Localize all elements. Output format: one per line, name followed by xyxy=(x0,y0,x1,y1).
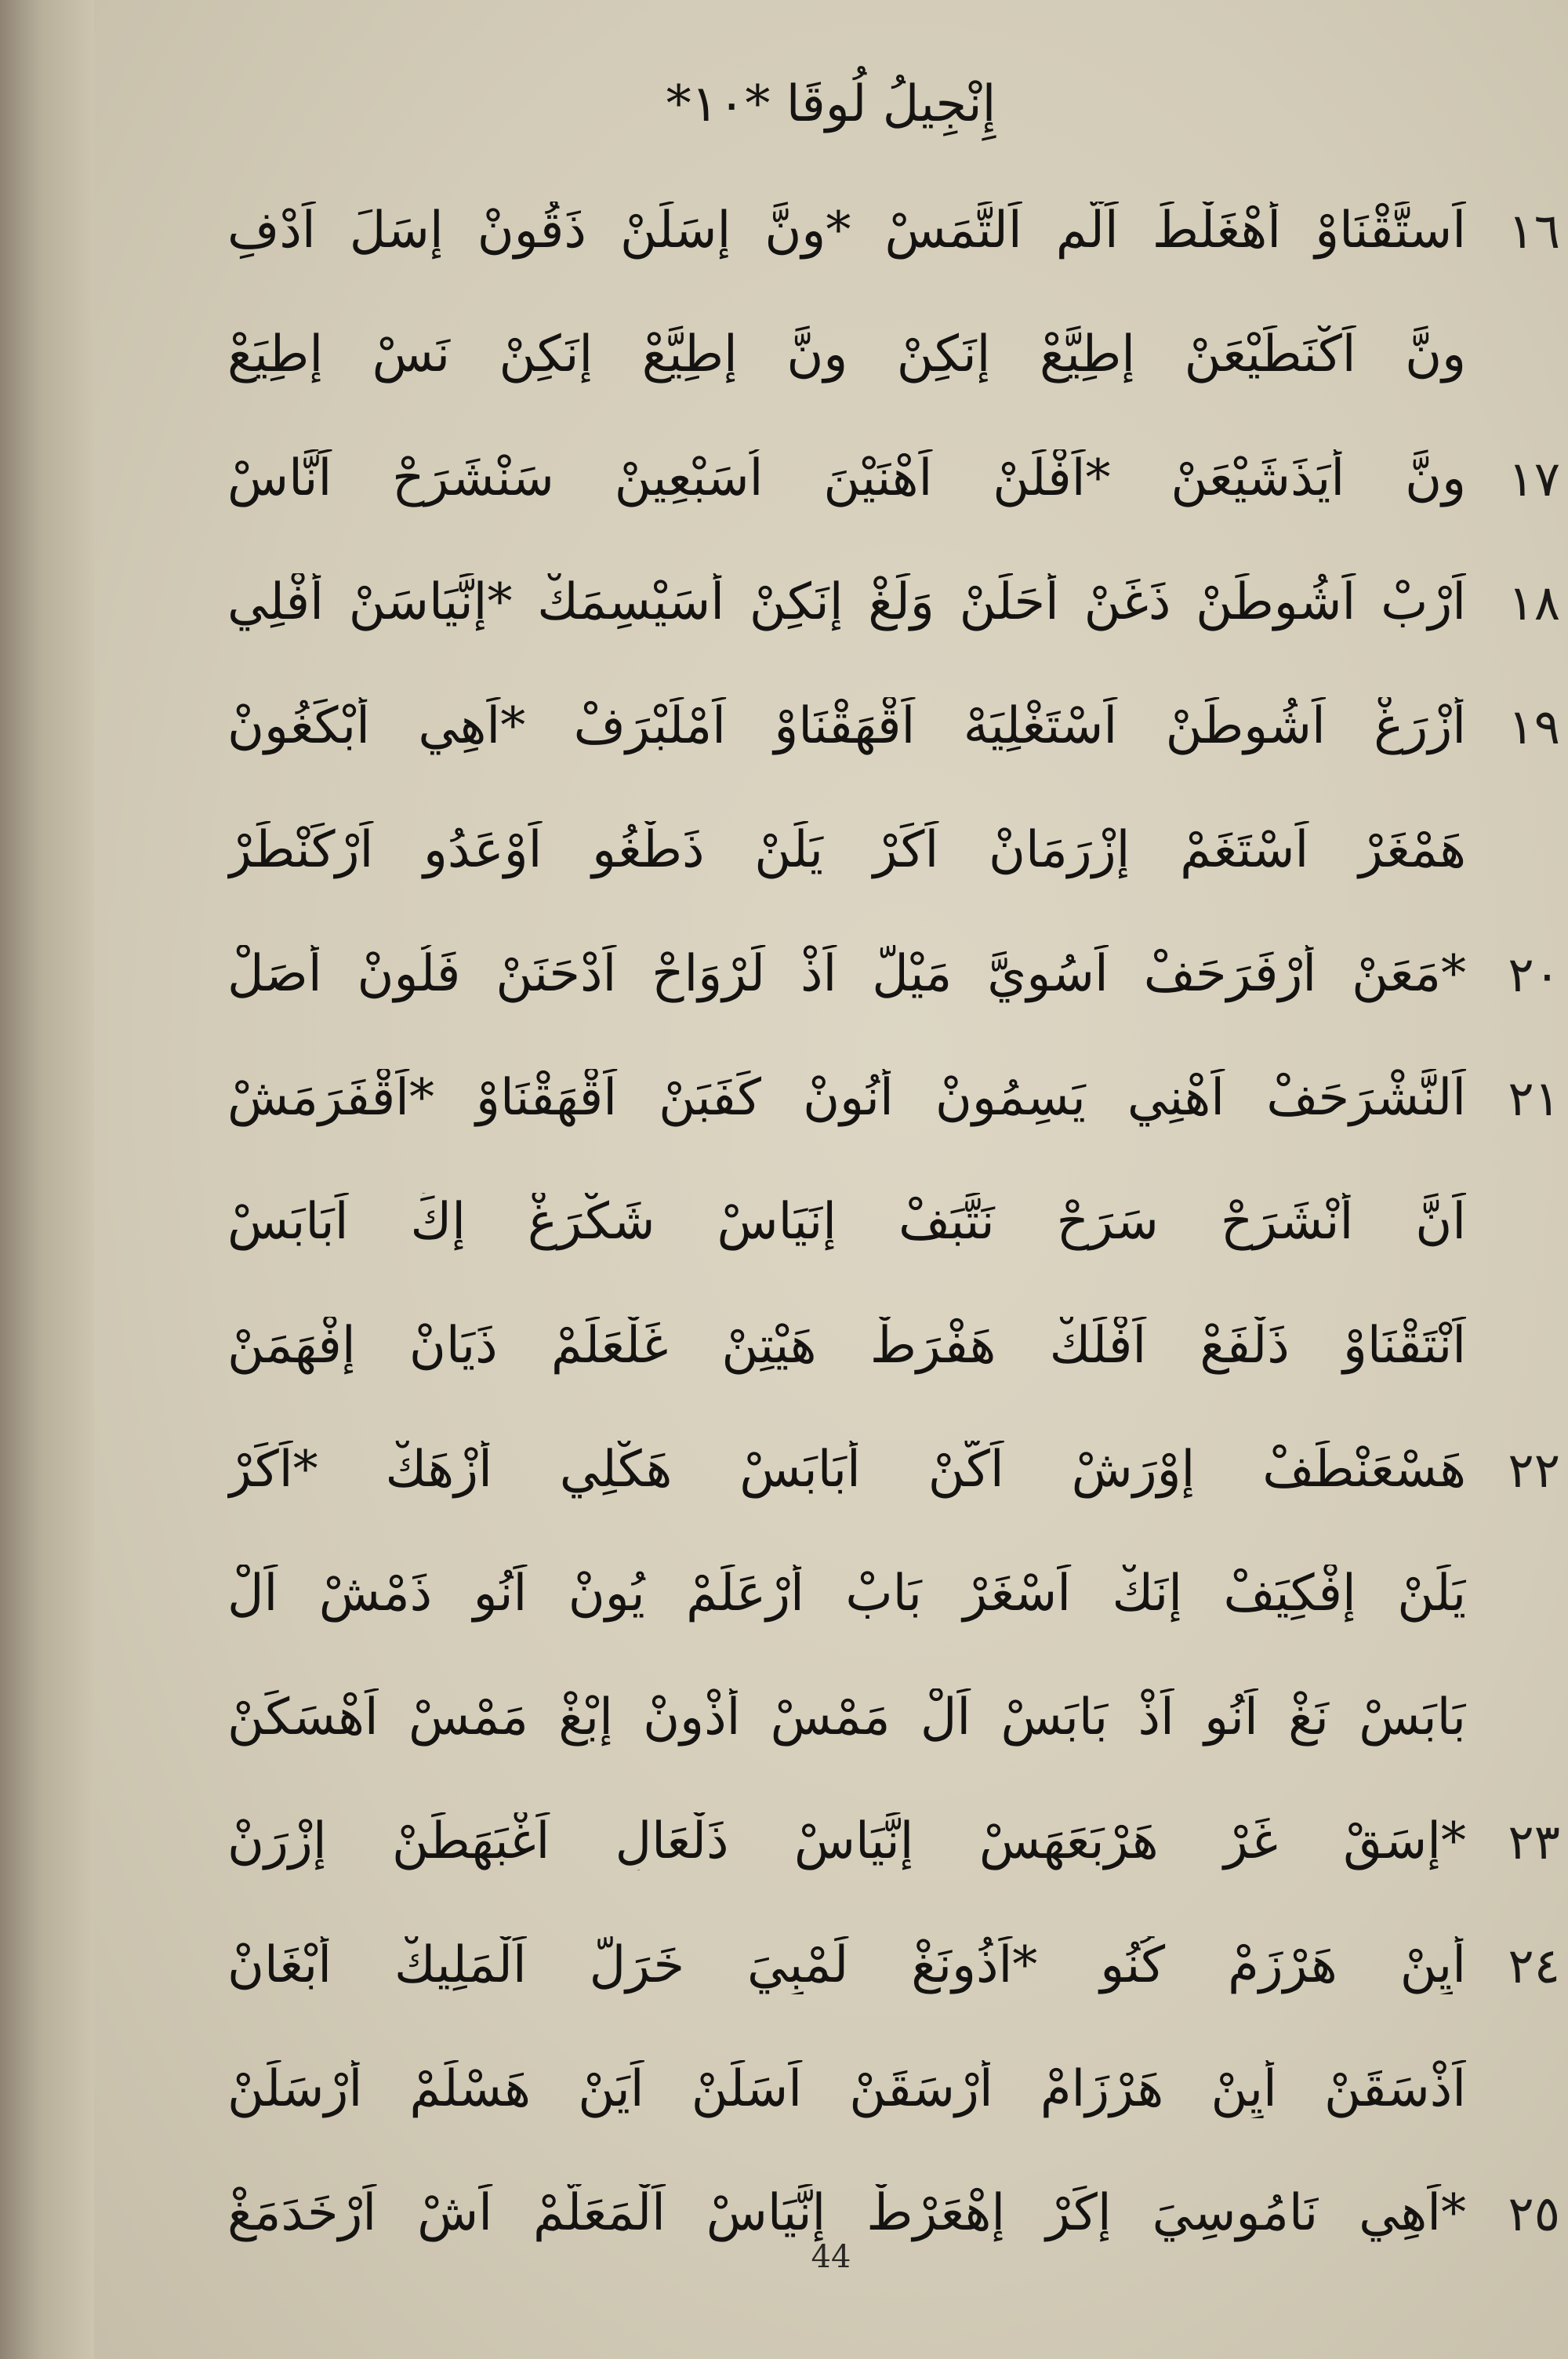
verse-text: اَذْسَقَنْ أَيِنْ هَرْزَامْ أُرْسَقَنْ اَسَلَنْ اَيَنْ هَسْلَمْ أُرْسَلَنْ xyxy=(227,2060,1466,2118)
text-line xyxy=(227,2027,1560,2151)
page-header-title: إِنْجِيلُ لُوقَا *١٠* xyxy=(666,75,996,133)
text-line xyxy=(227,1779,1560,1903)
text-line xyxy=(227,912,1560,1036)
verse-text: اَستَّقْنَاوْ أَهْغَلْطَ اَلَّمِ اَلتَّمَسْ *وِنَّ إِسَلَنْ ذَقُونْ إِسَلَ اَدْفِ xyxy=(227,202,1466,260)
text-line xyxy=(227,1532,1560,1656)
page-number: 44 xyxy=(811,2239,851,2275)
text-line xyxy=(227,416,1560,540)
verse-number: ١٧ xyxy=(1508,449,1560,507)
verse-number: ٢٣ xyxy=(1508,1812,1560,1870)
verse-text: اَرْبْ اَشُوطَنْ ذَغَنْ أَحَلَنْ وَلَغْ إِنَكِنْ أَسَيْسِمَكْ *إِنَّيَاسَنْ أَفْلِي xyxy=(227,573,1466,631)
text-line xyxy=(227,1160,1560,1284)
text-line xyxy=(227,1284,1560,1408)
text-line xyxy=(227,664,1560,788)
verse-text: اَنَّ أَنْشَرَحْ سَرَحْ نَتَّبَفْ إِنَيَاسْ شَكْرَغْ إِكِّ اَبَابَسْ xyxy=(227,1193,1466,1251)
verse-text: أَيِنْ هَرْزَمْ كُنُو *اَذُونَغْ لَمْبِيَ خَرَلَّ اَلْمَلِيكْ أَبْغَانْ xyxy=(227,1936,1466,1994)
verse-text: وِنَّ اَكْنَطَيْعَنْ إِطِيَّعْ إِنَكِنْ وِنَّ إِطِيَّعْ إِنَكِنْ نَسْ إِطِيَعْ xyxy=(227,325,1466,383)
verse-lines xyxy=(227,169,1560,2275)
text-line xyxy=(227,169,1560,293)
text-line xyxy=(227,1036,1560,1160)
verse-text: بَابَسْ نَغْ اَنُو اَذْ بَابَسْ اَلْ مَمْسْ أَذْوِنْ إِبْغْ مَمْسْ اَهْسَكَنْ xyxy=(227,1688,1466,1747)
page-gutter-shadow xyxy=(0,0,94,2359)
verse-number: ٢٠ xyxy=(1508,945,1560,1003)
text-line xyxy=(227,540,1560,664)
verse-number: ١٦ xyxy=(1508,202,1560,260)
verse-number: ٢٥ xyxy=(1508,2184,1560,2242)
verse-text: اَنْتَقْنَاوْ ذَلْفَعْ اَفْلَكْ هَفْرَطْ هَيْتِنْ غَلْعَلَمْ ذَيَانْ إِفْهَمَنْ xyxy=(227,1317,1466,1375)
verse-number: ٢١ xyxy=(1508,1069,1560,1127)
verse-text: *مَعَنْ أُرْفَرَحَفْ اَسُوِيَّ مَيْلَّ اَذْ لَرْوَاحْ اَدْحَنَنْ فَلُونْ أَصَلْ xyxy=(227,945,1466,1003)
verse-number: ٢٢ xyxy=(1508,1441,1560,1499)
verse-number: ١٨ xyxy=(1508,573,1560,631)
verse-text: *إِسَقْ غَرْ هَرْبَعَهَسْ إِنَّيَاسْ ذَلْعَالِ اَغْبَهَطَنْ إِزْرَنْ xyxy=(227,1812,1466,1870)
text-line xyxy=(227,1903,1560,2027)
text-line xyxy=(227,293,1560,416)
book-page xyxy=(94,0,1568,2359)
verse-text: هَمْغَرْ اَسْتَغَمْ إِزْرَمَانْ اَكَرْ يَلَنْ ذَطْغُو اَوْعَدُو اَرْكَنْطَرْ xyxy=(227,821,1466,879)
verse-number: ٢٤ xyxy=(1508,1936,1560,1994)
text-line xyxy=(227,1656,1560,1779)
verse-text: *اَهِي نَامُوسِيَ إِكَرْ إِهْعَرْطْ إِنَّيَاسْ اَلْمَعَلَّمْ اَشْ اَرْخَدَمَغْ xyxy=(227,2184,1466,2242)
verse-text: اَلنَّشْرَحَفْ اَهْنِي يَسِمُونْ أَنُونْ كَفَبَنْ اَقْهَقْنَاوْ *اَقْفَرَمَشْ xyxy=(227,1069,1466,1127)
text-line xyxy=(227,1408,1560,1532)
verse-text: هَسْعَنْطَفْ إِوْرَشْ اَكَّنْ أَبَابَسْ هَكْلِي أَزْهَكْ *اَكَرْ xyxy=(227,1441,1466,1499)
text-line xyxy=(227,788,1560,912)
verse-number: ١٩ xyxy=(1508,697,1560,755)
verse-text: وِنَّ أَيَذَشَيْعَنْ *اَفْلَنْ اَهْنَيْنَ اُسَبْعِينْ سَنْشَرَحْ اَنَّاسْ xyxy=(227,449,1466,507)
verse-text: يَلَنْ إِفْكِيَفْ إِنَكْ اَسْغَرْ بَابْ أُرْعَلَمْ يُونْ اَنُو ذَمْشْ اَلْ xyxy=(227,1565,1466,1623)
verse-text: أَزْرَغْ اَشُوطَنْ اَسْتَغْلِيَهْ اَقْهَقْنَاوْ اَمْلَبْرَفْ *اَهِي أَبْكَغُونْ xyxy=(227,697,1466,755)
